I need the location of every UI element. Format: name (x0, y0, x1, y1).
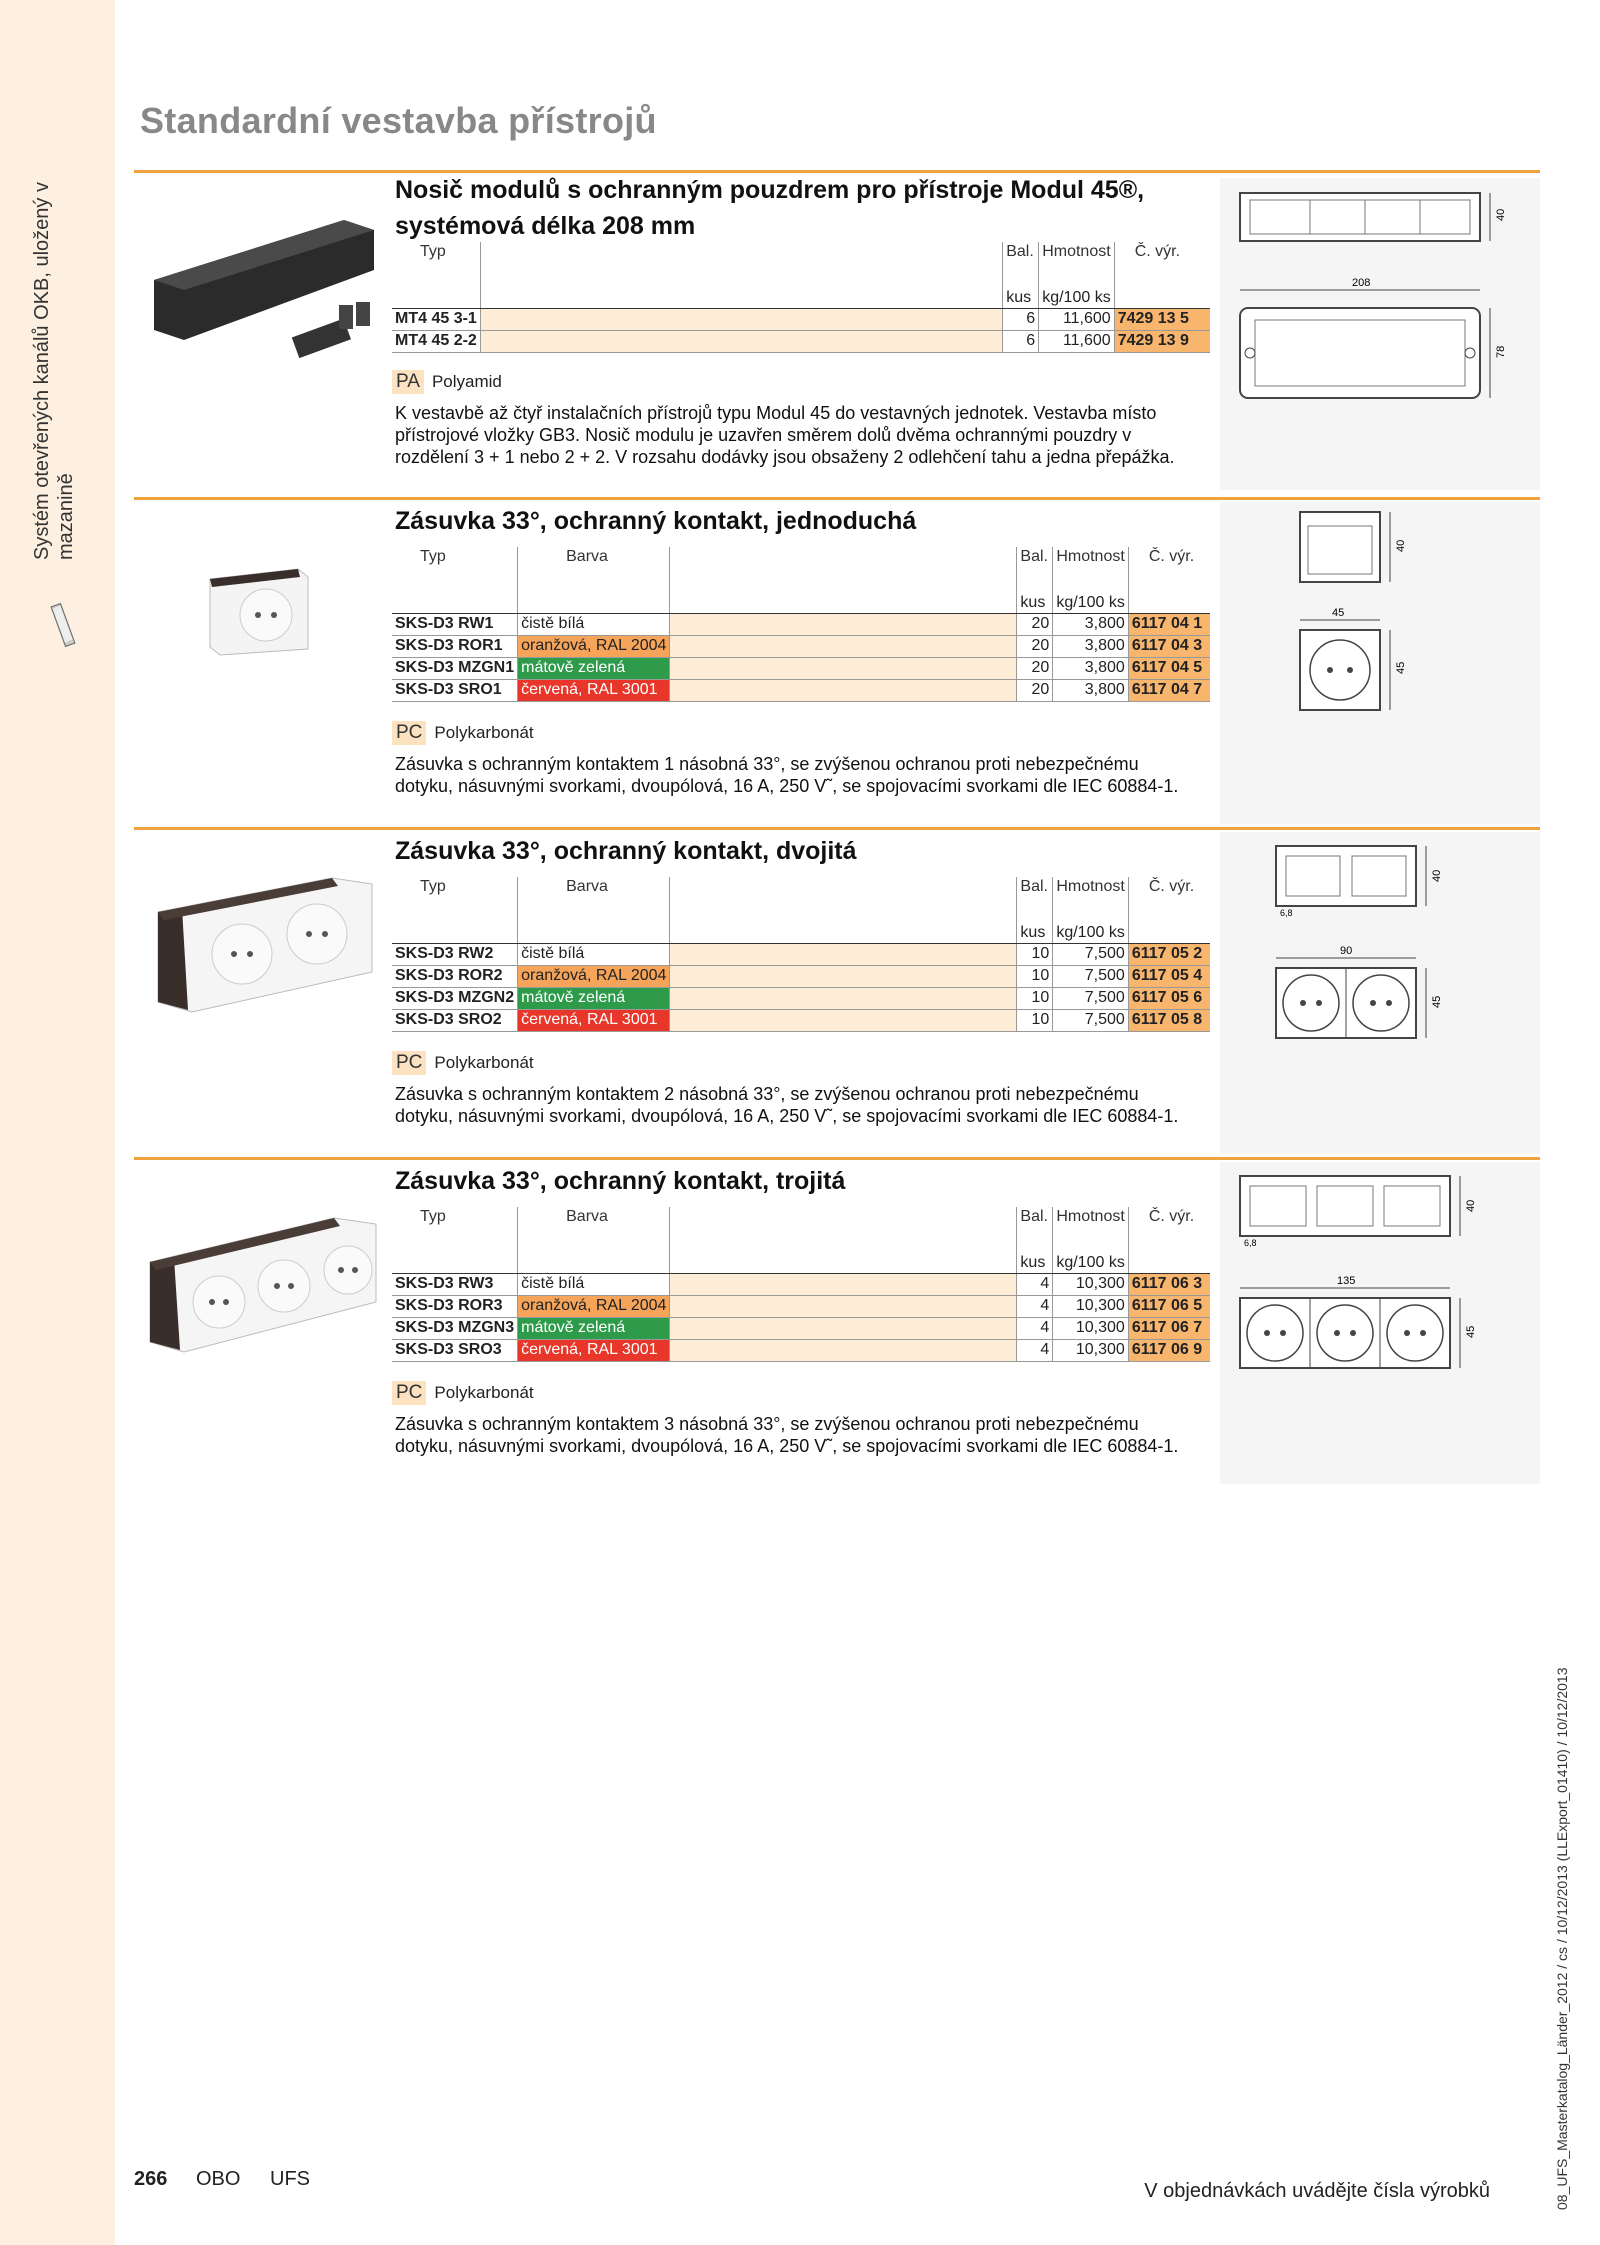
unit-kus: kus (1017, 591, 1053, 613)
cell-bal: 20 (1017, 613, 1053, 635)
cell-bal: 4 (1017, 1317, 1053, 1339)
cell-bal: 20 (1017, 657, 1053, 679)
table-row (392, 1295, 1210, 1317)
cell-bal: 20 (1017, 679, 1053, 701)
dim-depth: 78 (1495, 345, 1507, 358)
spec-table (392, 547, 1210, 702)
col-header-typ: Typ (420, 878, 446, 895)
material-tag: PA (392, 370, 424, 394)
dimension-drawing (1220, 178, 1540, 490)
cell-typ: SKS-D3 RW2 (392, 943, 518, 965)
cell-hmotnost: 7,500 (1053, 965, 1128, 987)
cell-article-number: 6117 05 6 (1128, 987, 1210, 1009)
section-description: Zásuvka s ochranným kontaktem 3 násobná 33°, se zvýšenou ochranou proti nebezpečnému dotyku, násuvnými svorkami, dvoupólová, 16 A, 250 V˜, se spojovacími svorkami dle IEC 60884-1. (395, 1414, 1179, 1456)
cell-barva: oranžová, RAL 2004 (518, 965, 670, 987)
section-divider (134, 827, 1540, 830)
cell-typ: SKS-D3 MZGN3 (392, 1317, 518, 1339)
section-divider (134, 1157, 1540, 1160)
title-line-1: Nosič modulů s ochranným pouzdrem pro přístroje Modul 45®, (395, 176, 1145, 204)
dim-depth: 45 (1465, 1325, 1477, 1338)
cell-barva: mátově zelená (518, 1317, 670, 1339)
cell-barva: červená, RAL 3001 (518, 1339, 670, 1361)
dim-height: 40 (1431, 869, 1443, 882)
material-line (392, 1381, 534, 1405)
table-row (392, 1273, 1210, 1295)
col-header-cvyr: Č. výr. (1114, 242, 1210, 264)
cell-bal: 10 (1017, 965, 1053, 987)
cell-barva: čistě bílá (518, 613, 670, 635)
cell-hmotnost: 10,300 (1053, 1339, 1128, 1361)
cell-hmotnost: 3,800 (1053, 635, 1128, 657)
dim-spacing: 6,8 (1280, 908, 1293, 918)
col-header-bal: Bal. (1003, 242, 1039, 264)
cell-bal: 10 (1017, 987, 1053, 1009)
section-title (395, 172, 1144, 244)
unit-kus: kus (1003, 286, 1039, 308)
cell-typ: MT4 45 3-1 (392, 308, 480, 330)
section-socket-single (134, 497, 1540, 827)
dim-height: 40 (1495, 208, 1507, 221)
cell-bal: 4 (1017, 1339, 1053, 1361)
unit-kg: kg/100 ks (1053, 1251, 1128, 1273)
col-header-hmotnost: Hmotnost (1053, 547, 1128, 569)
section-socket-double (134, 827, 1540, 1157)
socket-double-photo (152, 872, 382, 1027)
cell-article-number: 6117 04 7 (1128, 679, 1210, 701)
table-row (392, 679, 1210, 701)
cell-article-number: 6117 05 4 (1128, 965, 1210, 987)
material-line (392, 370, 502, 394)
section-divider (134, 497, 1540, 500)
unit-kg: kg/100 ks (1039, 286, 1114, 308)
spec-table (392, 1207, 1210, 1362)
table-row (392, 1009, 1210, 1031)
cell-bal: 10 (1017, 943, 1053, 965)
cell-typ: SKS-D3 SRO1 (392, 679, 518, 701)
table-row (392, 613, 1210, 635)
table-row (392, 635, 1210, 657)
cell-barva: oranžová, RAL 2004 (518, 1295, 670, 1317)
material-line (392, 721, 534, 745)
col-header-hmotnost: Hmotnost (1039, 242, 1114, 264)
dim-width: 90 (1340, 945, 1353, 957)
trunking-icon (50, 600, 76, 650)
cell-article-number: 6117 05 2 (1128, 943, 1210, 965)
cell-article-number: 7429 13 5 (1114, 308, 1210, 330)
cell-barva: červená, RAL 3001 (518, 1009, 670, 1031)
material-tag: PC (392, 721, 426, 745)
cell-hmotnost: 11,600 (1039, 330, 1114, 352)
cell-article-number: 6117 06 9 (1128, 1339, 1210, 1361)
cell-typ: SKS-D3 ROR2 (392, 965, 518, 987)
cell-typ: SKS-D3 MZGN1 (392, 657, 518, 679)
footer-note: V objednávkách uvádějte čísla výrobků (1144, 2180, 1490, 2202)
footer-brand: OBO (196, 2168, 241, 2190)
page-number: 266 (134, 2168, 168, 2190)
section-title: Zásuvka 33°, ochranný kontakt, jednoduchá (395, 507, 917, 535)
dimension-drawing (1220, 832, 1540, 1154)
table-row (392, 1317, 1210, 1339)
unit-kg: kg/100 ks (1053, 591, 1128, 613)
cell-barva: čistě bílá (518, 1273, 670, 1295)
table-row (392, 330, 1210, 352)
cell-bal: 4 (1017, 1273, 1053, 1295)
section-socket-triple (134, 1157, 1540, 1487)
material-line (392, 1051, 534, 1075)
dim-width: 208 (1352, 277, 1371, 289)
material-name: Polyamid (431, 372, 502, 391)
cell-bal: 4 (1017, 1295, 1053, 1317)
unit-kus: kus (1017, 921, 1053, 943)
cell-bal: 6 (1003, 308, 1039, 330)
cell-typ: SKS-D3 RW3 (392, 1273, 518, 1295)
cell-article-number: 6117 04 1 (1128, 613, 1210, 635)
col-header-typ: Typ (420, 1208, 446, 1225)
cell-bal: 6 (1003, 330, 1039, 352)
cell-hmotnost: 10,300 (1053, 1273, 1128, 1295)
dim-width: 135 (1337, 1275, 1356, 1287)
material-name: Polykarbonát (434, 723, 534, 742)
dim-width: 45 (1332, 607, 1345, 619)
page-title: Standardní vestavba přístrojů (140, 100, 657, 141)
cell-article-number: 6117 04 5 (1128, 657, 1210, 679)
cell-hmotnost: 7,500 (1053, 943, 1128, 965)
dim-depth: 45 (1395, 661, 1407, 674)
spec-table (392, 242, 1210, 353)
material-tag: PC (392, 1051, 426, 1075)
col-header-hmotnost: Hmotnost (1053, 1207, 1128, 1229)
socket-single-photo (204, 567, 314, 662)
cell-barva: červená, RAL 3001 (518, 679, 670, 701)
cell-article-number: 6117 06 5 (1128, 1295, 1210, 1317)
cell-barva: čistě bílá (518, 943, 670, 965)
section-title: Zásuvka 33°, ochranný kontakt, trojitá (395, 1167, 846, 1195)
table-row (392, 1339, 1210, 1361)
col-header-typ: Typ (420, 548, 446, 565)
cell-typ: SKS-D3 MZGN2 (392, 987, 518, 1009)
dim-height: 40 (1395, 539, 1407, 552)
cell-hmotnost: 3,800 (1053, 679, 1128, 701)
table-row (392, 308, 1210, 330)
dimension-drawing (1220, 1162, 1540, 1484)
cell-barva: mátově zelená (518, 657, 670, 679)
cell-typ: SKS-D3 ROR1 (392, 635, 518, 657)
cell-hmotnost: 3,800 (1053, 657, 1128, 679)
col-header-bal: Bal. (1017, 877, 1053, 899)
cell-hmotnost: 11,600 (1039, 308, 1114, 330)
cell-typ: SKS-D3 SRO3 (392, 1339, 518, 1361)
material-name: Polykarbonát (434, 1053, 534, 1072)
cell-article-number: 6117 06 7 (1128, 1317, 1210, 1339)
module-carrier-photo (144, 190, 384, 395)
section-module-carrier (134, 170, 1540, 497)
col-header-barva: Barva (518, 1207, 670, 1229)
col-header-cvyr: Č. výr. (1128, 547, 1210, 569)
table-row (392, 943, 1210, 965)
table-row (392, 965, 1210, 987)
col-header-barva: Barva (518, 877, 670, 899)
unit-kus: kus (1017, 1251, 1053, 1273)
dim-depth: 45 (1431, 995, 1443, 1008)
spec-table (392, 877, 1210, 1032)
cell-barva: mátově zelená (518, 987, 670, 1009)
col-header-cvyr: Č. výr. (1128, 1207, 1210, 1229)
cell-article-number: 6117 05 8 (1128, 1009, 1210, 1031)
title-line-2: systémová délka 208 mm (395, 212, 696, 240)
col-header-bal: Bal. (1017, 1207, 1053, 1229)
cell-bal: 10 (1017, 1009, 1053, 1031)
footer-system: UFS (270, 2168, 310, 2190)
dim-height: 40 (1465, 1199, 1477, 1212)
socket-triple-photo (144, 1212, 384, 1367)
cell-article-number: 6117 06 3 (1128, 1273, 1210, 1295)
document-meta: 08_UFS_Masterkatalog_Länder_2012 / cs / 10/12/2013 (LLExport_01410) / 10/12/2013 (1554, 1667, 1570, 2210)
section-description: Zásuvka s ochranným kontaktem 2 násobná 33°, se zvýšenou ochranou proti nebezpečnému dotyku, násuvnými svorkami, dvoupólová, 16 A, 250 V˜, se spojovacími svorkami dle IEC 60884-1. (395, 1084, 1179, 1126)
col-header-hmotnost: Hmotnost (1053, 877, 1128, 899)
cell-bal: 20 (1017, 635, 1053, 657)
cell-hmotnost: 10,300 (1053, 1317, 1128, 1339)
table-row (392, 657, 1210, 679)
cell-barva: oranžová, RAL 2004 (518, 635, 670, 657)
col-header-bal: Bal. (1017, 547, 1053, 569)
cell-typ: MT4 45 2-2 (392, 330, 480, 352)
unit-kg: kg/100 ks (1053, 921, 1128, 943)
cell-article-number: 6117 04 3 (1128, 635, 1210, 657)
dimension-drawing (1220, 502, 1540, 824)
material-tag: PC (392, 1381, 426, 1405)
sidebar-section-label: Systém otevřených kanálů OKB, uložený v mazanině (31, 182, 77, 560)
material-name: Polykarbonát (434, 1383, 534, 1402)
cell-typ: SKS-D3 SRO2 (392, 1009, 518, 1031)
cell-hmotnost: 3,800 (1053, 613, 1128, 635)
cell-typ: SKS-D3 ROR3 (392, 1295, 518, 1317)
col-header-barva: Barva (518, 547, 670, 569)
dim-spacing: 6,8 (1244, 1238, 1257, 1248)
section-description: Zásuvka s ochranným kontaktem 1 násobná 33°, se zvýšenou ochranou proti nebezpečnému dotyku, násuvnými svorkami, dvoupólová, 16 A, 250 V˜, se spojovacími svorkami dle IEC 60884-1. (395, 754, 1179, 796)
section-description: K vestavbě až čtyř instalačních přístrojů typu Modul 45 do vestavných jednotek. Vestavba místo přístrojové vložky GB3. Nosič modulu je uzavřen směrem dolů dvěma ochrannými pouzdry v rozdělení 3 + 1 nebo 2 + 2. V rozsahu dodávky jsou obsaženy 2 odlehčení tahu a jedna přepážka. (395, 403, 1175, 467)
section-title: Zásuvka 33°, ochranný kontakt, dvojitá (395, 837, 857, 865)
cell-typ: SKS-D3 RW1 (392, 613, 518, 635)
cell-hmotnost: 7,500 (1053, 1009, 1128, 1031)
cell-hmotnost: 7,500 (1053, 987, 1128, 1009)
col-header-cvyr: Č. výr. (1128, 877, 1210, 899)
cell-hmotnost: 10,300 (1053, 1295, 1128, 1317)
cell-article-number: 7429 13 9 (1114, 330, 1210, 352)
col-header-typ: Typ (420, 243, 446, 260)
table-row (392, 987, 1210, 1009)
